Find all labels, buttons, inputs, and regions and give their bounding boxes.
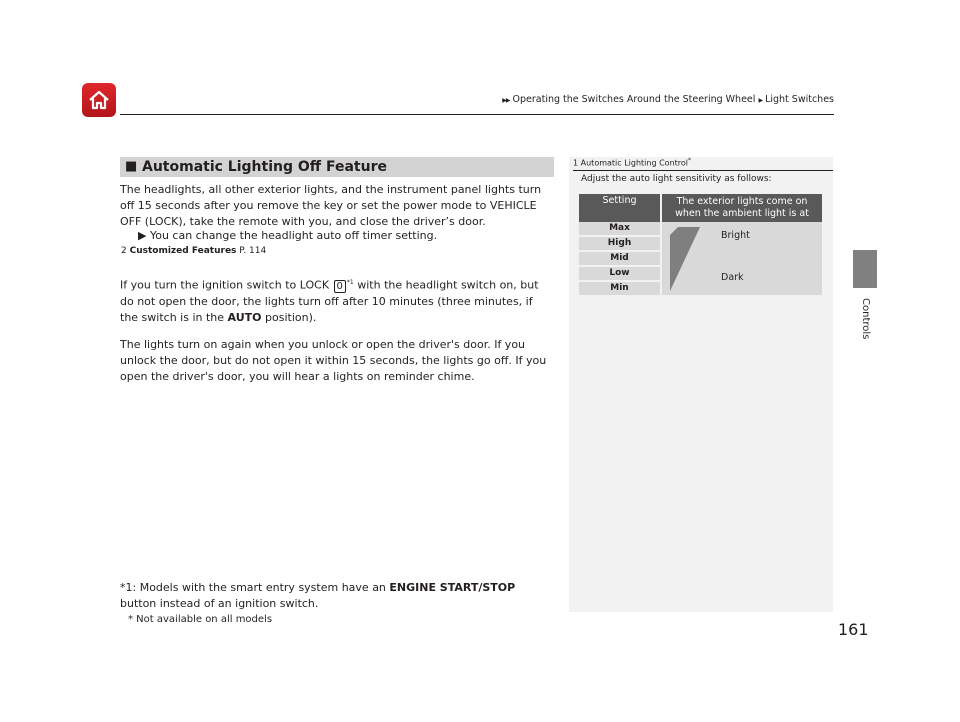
engine-button-label: ENGINE START/STOP <box>389 581 516 594</box>
bright-label: Bright <box>721 230 750 241</box>
reference-arrow-icon: 2 <box>121 246 127 256</box>
table-header-description <box>662 194 822 223</box>
header-line: The exterior lights come on <box>676 196 808 207</box>
paragraph-reminder-chime: The lights turn on again when you unlock or open the driver's door. If you unlock the door, but do not open it within 15 seconds, the lights go off. If you open the driver's door, you will hear a lights on reminder chime. <box>120 338 547 383</box>
footnote-marker: *1 <box>346 279 354 286</box>
availability-note: * Not available on all models <box>128 614 273 625</box>
setting-cell-min: Min <box>579 282 660 295</box>
home-icon <box>87 88 111 112</box>
paragraph-text: If you turn the ignition switch to LOCK <box>120 278 330 292</box>
setting-cell-high: High <box>579 237 660 250</box>
section-heading <box>120 157 554 177</box>
footnote-ignition <box>120 580 554 612</box>
key-position-badge: 0 <box>334 280 346 293</box>
header-divider <box>120 114 834 115</box>
timer-setting-note: ▶ You can change the headlight auto off timer setting. <box>138 229 438 242</box>
sensitivity-gradient-icon <box>670 227 700 291</box>
chapter-tab-label[interactable]: Controls <box>860 298 871 340</box>
availability-marker: * <box>688 157 692 164</box>
chapter-tab-marker[interactable] <box>853 250 877 288</box>
breadcrumb-arrow-icon: ▶ <box>758 97 763 104</box>
breadcrumb <box>478 94 834 105</box>
cross-reference-link[interactable] <box>121 246 266 256</box>
setting-cell-max: Max <box>579 222 660 235</box>
paragraph-text: position). <box>265 310 317 324</box>
panel-divider <box>573 170 833 171</box>
setting-cell-low: Low <box>579 267 660 280</box>
breadcrumb-arrow-icon: ▶▶ <box>502 97 510 104</box>
panel-title-text: Automatic Lighting Control <box>580 158 689 168</box>
dark-label: Dark <box>721 272 744 283</box>
reference-title[interactable]: Customized Features <box>129 246 237 256</box>
breadcrumb-section-link[interactable]: Operating the Switches Around the Steering Wheel <box>512 94 756 105</box>
header-line: when the ambient light is at <box>675 208 809 219</box>
note-icon: 1 <box>573 158 579 168</box>
section-title: Automatic Lighting Off Feature <box>142 159 387 175</box>
breadcrumb-subsection: Light Switches <box>765 94 834 105</box>
paragraph-text: with the headlight switch on, but do not open the door, the lights turn off after 10 minutes (three minutes, if the switch is in the <box>120 278 539 324</box>
paragraph-lock-timer <box>120 275 554 326</box>
auto-position-label: AUTO <box>227 310 262 324</box>
setting-cell-mid: Mid <box>579 252 660 265</box>
paragraph-auto-off: The headlights, all other exterior lights, and the instrument panel lights turn off 15 seconds after you remove the key or set the power mode to VEHICLE OFF (LOCK), take the remote with you, and close the driver’s door. <box>120 183 542 228</box>
section-marker-icon: ■ <box>125 159 138 174</box>
panel-intro: Adjust the auto light sensitivity as follows: <box>581 174 772 184</box>
home-button[interactable] <box>82 83 116 117</box>
reference-page: P. 114 <box>239 246 267 256</box>
panel-title <box>573 157 691 168</box>
footnote-text: button instead of an ignition switch. <box>120 597 319 610</box>
table-header-setting: Setting <box>579 194 660 222</box>
footnote-text: *1: Models with the smart entry system have an <box>120 581 386 594</box>
page-number: 161 <box>838 620 869 639</box>
